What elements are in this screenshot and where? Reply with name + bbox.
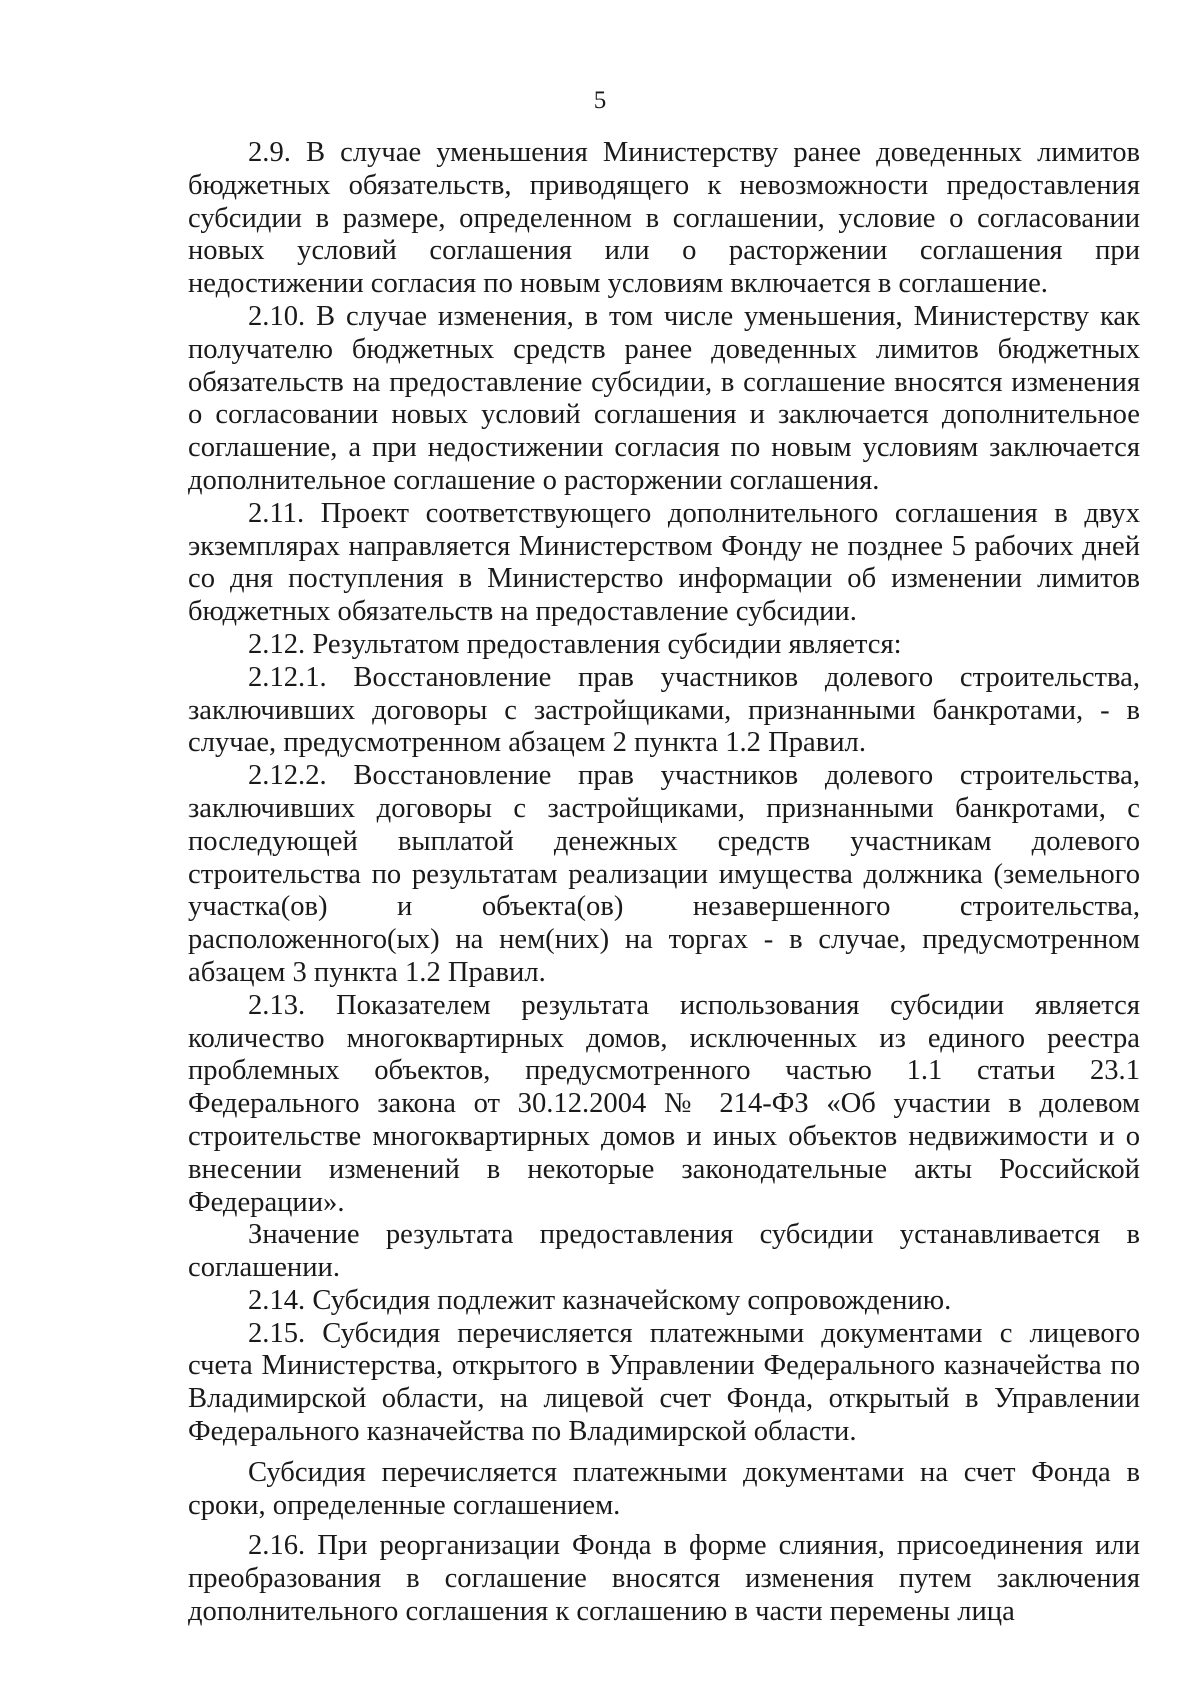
paragraph-2-9: 2.9. В случае уменьшения Министерству ранее доведенных лимитов бюджетных обязательств, приводящего к невозможности предоставления субсидии в размере, определенном в соглашении, условие о согласовании новых условий соглашения или о расторжении соглашения при недостижении согласия по новым условиям включается в соглашение. [188, 137, 1140, 300]
paragraph-result-value: Значение результата предоставления субсидии устанавливается в соглашении. [188, 1219, 1140, 1284]
paragraph-2-12: 2.12. Результатом предоставления субсидии является: [248, 628, 902, 660]
paragraph-2-10: 2.10. В случае изменения, в том числе уменьшения, Министерству как получателю бюджетных средств ранее доведенных лимитов бюджетных обязательств на предоставление субсидии, в соглашение вносятся изменения о согласовании новых условий соглашения и заключается дополнительное соглашение, а при недостижении согласия по новым условиям заключается дополнительное соглашение о расторжении соглашения. [188, 300, 1140, 496]
document-body [188, 137, 1140, 1629]
paragraph-2-15: 2.15. Субсидия перечисляется платежными документами с лицевого счета Министерства, открытого в Управлении Федерального казначейства по Владимирской области, на лицевой счет Фонда, открытый в Управлении Федерального казначейства по Владимирской области. [188, 1317, 1140, 1448]
paragraph-2-11: 2.11. Проект соответствующего дополнительного соглашения в двух экземплярах направляется Министерством Фонду не позднее 5 рабочих дней со дня поступления в Министерство информации об изменении лимитов бюджетных обязательств на предоставление субсидии. [188, 497, 1140, 628]
paragraph-2-16: 2.16. При реорганизации Фонда в форме слияния, присоединения или преобразования в соглашение вносятся изменения путем заключения дополнительного соглашения к соглашению в части перемены лица [188, 1530, 1140, 1628]
paragraph-2-12-2: 2.12.2. Восстановление прав участников долевого строительства, заключивших договоры с застройщиками, признанными банкротами, с последующей выплатой денежных средств участникам долевого строительства по результатам реализации имущества должника (земельного участка(ов) и объекта(ов) незавершенного строительства, расположенного(ых) на нем(них) на торгах - в случае, предусмотренном абзацем 3 пункта 1.2 Правил. [188, 760, 1140, 988]
page-number: 5 [593, 87, 607, 114]
paragraph-2-12-1: 2.12.1. Восстановление прав участников долевого строительства, заключивших договоры с застройщиками, признанными банкротами, - в случае, предусмотренном абзацем 2 пункта 1.2 Правил. [188, 661, 1140, 759]
paragraph-2-13: 2.13. Показателем результата использования субсидии является количество многоквартирных домов, исключенных из единого реестра проблемных объектов, предусмотренного частью 1.1 статьи 23.1 Федерального закона от 30.12.2004 № 214-ФЗ «Об участии в долевом строительстве многоквартирных домов и иных объектов недвижимости и о внесении изменений в некоторые законодательные акты Российской Федерации». [188, 989, 1140, 1218]
paragraph-transfer-terms: Субсидия перечисляется платежными документами на счет Фонда в сроки, определенные соглашением. [188, 1456, 1140, 1521]
paragraph-2-14: 2.14. Субсидия подлежит казначейскому сопровождению. [248, 1284, 952, 1316]
